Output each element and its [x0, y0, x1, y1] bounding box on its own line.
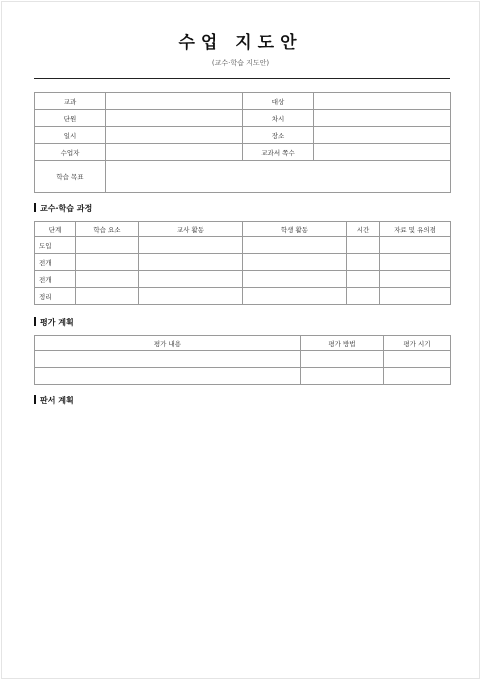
- subject-field[interactable]: [106, 93, 243, 110]
- date-label: 일시: [35, 127, 106, 144]
- title-divider: [34, 78, 450, 79]
- table-cell[interactable]: [139, 237, 243, 254]
- table-cell[interactable]: [35, 351, 301, 368]
- table-cell[interactable]: [380, 254, 451, 271]
- table-cell[interactable]: [380, 237, 451, 254]
- table-cell[interactable]: [347, 271, 380, 288]
- page-subtitle: (교수·학습 지도안): [211, 59, 270, 67]
- table-cell[interactable]: [139, 271, 243, 288]
- table-cell[interactable]: [76, 254, 139, 271]
- page-title: 수업 지도안: [178, 33, 303, 53]
- process-row: [35, 237, 451, 254]
- table-cell[interactable]: [301, 351, 384, 368]
- column-header: 평가 내용: [35, 336, 301, 351]
- info-row: [35, 144, 451, 161]
- stage-label: 전개: [35, 254, 76, 271]
- table-cell[interactable]: [139, 288, 243, 305]
- info-row: [35, 161, 451, 193]
- lesson-info-table: [34, 92, 451, 193]
- process-row: [35, 254, 451, 271]
- process-table: [34, 221, 451, 305]
- table-cell[interactable]: [347, 288, 380, 305]
- textbook-pages-field[interactable]: [314, 144, 451, 161]
- process-section-heading: [34, 203, 92, 214]
- period-label: 차시: [243, 110, 314, 127]
- table-cell[interactable]: [76, 271, 139, 288]
- place-field[interactable]: [314, 127, 451, 144]
- info-row: [35, 93, 451, 110]
- table-cell[interactable]: [243, 237, 347, 254]
- info-row: [35, 127, 451, 144]
- column-header: 단계: [35, 222, 76, 237]
- section-marker: [34, 203, 36, 212]
- unit-field[interactable]: [106, 110, 243, 127]
- table-cell[interactable]: [384, 368, 451, 385]
- table-cell[interactable]: [384, 351, 451, 368]
- evaluation-table: [34, 335, 451, 385]
- stage-label: 전개: [35, 271, 76, 288]
- table-cell[interactable]: [243, 254, 347, 271]
- table-cell[interactable]: [347, 254, 380, 271]
- evaluation-section-title: 평가 계획: [40, 318, 74, 327]
- period-field[interactable]: [314, 110, 451, 127]
- target-label: 대상: [243, 93, 314, 110]
- table-cell[interactable]: [380, 271, 451, 288]
- instructor-field[interactable]: [106, 144, 243, 161]
- column-header: 교사 활동: [139, 222, 243, 237]
- column-header: 시간: [347, 222, 380, 237]
- table-cell[interactable]: [380, 288, 451, 305]
- column-header: 자료 및 유의점: [380, 222, 451, 237]
- instructor-label: 수업자: [35, 144, 106, 161]
- textbook-pages-label: 교과서 쪽수: [243, 144, 314, 161]
- table-cell[interactable]: [347, 237, 380, 254]
- evaluation-row: [35, 351, 451, 368]
- column-header: 평가 시기: [384, 336, 451, 351]
- objective-label: 학습 목표: [35, 161, 106, 193]
- place-label: 장소: [243, 127, 314, 144]
- process-header-row: [35, 222, 451, 237]
- section-marker: [34, 317, 36, 326]
- stage-label: 정리: [35, 288, 76, 305]
- process-row: [35, 271, 451, 288]
- column-header: 학생 활동: [243, 222, 347, 237]
- board-section-heading: [34, 395, 74, 406]
- info-row: [35, 110, 451, 127]
- column-header: 학습 요소: [76, 222, 139, 237]
- evaluation-section-heading: [34, 317, 74, 328]
- stage-label: 도입: [35, 237, 76, 254]
- table-cell[interactable]: [76, 288, 139, 305]
- table-cell[interactable]: [35, 368, 301, 385]
- table-cell[interactable]: [139, 254, 243, 271]
- table-cell[interactable]: [76, 237, 139, 254]
- column-header: 평가 방법: [301, 336, 384, 351]
- table-cell[interactable]: [301, 368, 384, 385]
- table-cell[interactable]: [243, 271, 347, 288]
- section-marker: [34, 395, 36, 404]
- evaluation-header-row: [35, 336, 451, 351]
- process-row: [35, 288, 451, 305]
- document-page: [1, 1, 480, 679]
- process-section-title: 교수·학습 과정: [40, 204, 93, 213]
- board-section-title: 판서 계획: [40, 396, 74, 405]
- unit-label: 단원: [35, 110, 106, 127]
- evaluation-row: [35, 368, 451, 385]
- objective-field[interactable]: [106, 161, 451, 193]
- subject-label: 교과: [35, 93, 106, 110]
- date-field[interactable]: [106, 127, 243, 144]
- target-field[interactable]: [314, 93, 451, 110]
- table-cell[interactable]: [243, 288, 347, 305]
